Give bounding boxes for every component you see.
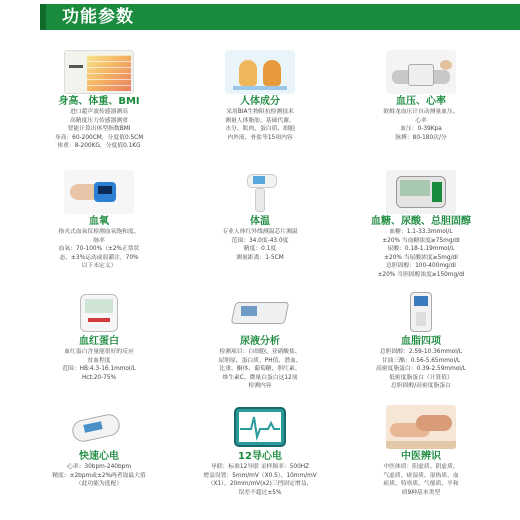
lipid-analyzer-icon — [386, 290, 456, 334]
feature-detail: 采用BIA生物阻抗检测技术 — [226, 109, 294, 115]
page-title: 功能参数 — [62, 7, 134, 27]
feature-detail: 体重：8-200KG，分度值0.1KG — [57, 143, 141, 150]
feature-detail: 气虚质、痰湿质、湿热质、血 — [383, 472, 459, 479]
feature-detail: 尿酸：0.18-1.19mmol/L — [387, 246, 455, 253]
hemoglobin-analyzer-icon — [64, 290, 134, 334]
feature-detail: 低密度脂蛋白（计算值） — [389, 374, 453, 381]
feature-detail: 测量距离：1-5CM — [236, 254, 284, 261]
feature-detail: 血红蛋白含量能很好的反应 — [64, 349, 134, 355]
feature-title: 血压、心率 — [396, 96, 446, 107]
feature-detail: 高精度压力传感器测重 — [70, 117, 128, 124]
feature-detail: ±20% 当尿酸浓度≥5mg/dl — [384, 254, 458, 261]
feature-card-glucose-uric-cholesterol — [336, 170, 506, 280]
feature-detail: 指夹式血氧仪检测血氧饱和度、 — [58, 229, 140, 235]
feature-detail: 范围：34.0度-43.0度 — [231, 237, 289, 244]
quick-ecg-device-icon — [64, 405, 134, 449]
feature-card-tcm-constitution — [336, 405, 506, 497]
body-composition-icon — [225, 50, 295, 94]
feature-title: 血氧 — [89, 216, 109, 227]
feature-title: 身高、体重、BMI — [58, 96, 140, 107]
feature-detail: 高密度脂蛋白：0.39-2.59mmol/L — [375, 366, 467, 373]
tcm-pulse-diagnosis-icon — [386, 405, 456, 449]
feature-detail: 心率 — [415, 117, 427, 124]
feature-card-hemoglobin — [14, 290, 184, 382]
feature-detail: 质9种基本类型 — [401, 489, 441, 496]
feature-detail: 中医体质：阳虚质、阴虚质、 — [383, 464, 459, 470]
feature-detail: 血压：0-39Kpa — [400, 126, 442, 133]
feature-detail: ±20% 当胆固醇浓度≥150mg/dl — [377, 271, 465, 278]
feature-detail: 专业人体红外线测温芯片测温 — [222, 229, 298, 235]
feature-detail: 比重、酮体、葡萄糖、胆红素、 — [219, 366, 301, 373]
section-header — [0, 0, 520, 36]
feature-detail: 测量人体脂肪、基础代谢、 — [225, 117, 295, 124]
glucose-meter-icon — [386, 170, 456, 214]
feature-detail: 血糖：1.1-33.3mmol/L — [389, 229, 453, 235]
feature-detail: 总胆固醇：100-400mg/dl — [386, 263, 456, 270]
feature-card-urine-analysis — [175, 290, 345, 391]
feature-detail: 瘀质、特禀质、气郁质、平和 — [383, 481, 459, 488]
feature-detail: 精度：±2bpm或±2%两者取最大值 — [52, 472, 146, 479]
pulse-oximeter-icon — [64, 170, 134, 214]
feature-detail: 内外液、骨盐等15项内容 — [227, 134, 293, 141]
feature-title: 快速心电 — [79, 451, 119, 462]
feature-detail: 身高：60-200CM，分度值0.5CM — [54, 134, 144, 141]
feature-detail: 心率：30bpm-240bpm — [67, 464, 131, 470]
bmi-chart-icon — [64, 50, 134, 94]
feature-detail: 进口超声波传感器测高 — [70, 109, 128, 115]
feature-detail: 检测项目：白细胞、亚硝酸盐、 — [219, 349, 301, 355]
feature-detail: （此功能为选配） — [75, 481, 123, 488]
feature-detail: 维生素C、微量白蛋白这12项 — [222, 374, 298, 381]
feature-detail: （X1）、20mm/mV(x2)三挡固定增益， — [207, 481, 313, 488]
feature-detail: 智能计算出体型指数BMI — [67, 126, 131, 133]
feature-detail: ±20% 当血糖浓度≥75mg/dl — [382, 237, 460, 244]
feature-detail: 血氧：70-100%（±2%正常状 — [58, 246, 140, 253]
feature-detail: 精度：0.1度 — [243, 246, 277, 253]
feature-detail: 贫血程度 — [87, 357, 111, 364]
feature-title: 中医辨识 — [401, 451, 441, 462]
feature-detail: 总胆固醇：2.59-10.36mmol/L — [379, 349, 463, 355]
feature-card-blood-oxygen — [14, 170, 184, 271]
feature-title: 人体成分 — [240, 96, 280, 107]
feature-title: 血糖、尿酸、总胆固醇 — [371, 216, 471, 227]
feature-detail: 水分、肌肉、蛋白质、细胞 — [225, 126, 295, 133]
feature-detail: 以下未定义） — [81, 263, 117, 270]
feature-detail: Hct:20-75% — [81, 374, 117, 381]
feature-card-12-lead-ecg — [175, 405, 345, 497]
feature-title: 尿液分析 — [240, 336, 280, 347]
feature-detail: 脉率 — [93, 237, 105, 244]
feature-title: 12导心电 — [238, 451, 282, 462]
feature-detail: 态，±3%运动或弱灌注，70% — [59, 254, 139, 261]
feature-title: 血红蛋白 — [79, 336, 119, 347]
feature-detail: 总胆固醇/高密度脂蛋白 — [391, 383, 451, 390]
feature-detail: 尿胆原、蛋白质、PH值、潜血、 — [218, 357, 302, 364]
feature-title: 体温 — [250, 216, 270, 227]
feature-detail: 欧姆龙血压计自动测量血压、 — [383, 109, 459, 115]
feature-card-quick-ecg — [14, 405, 184, 489]
feature-card-blood-pressure — [336, 50, 506, 142]
feature-card-body-temperature — [175, 170, 345, 262]
feature-detail: 误差不超过±5% — [238, 489, 282, 496]
blood-pressure-cuff-icon — [386, 50, 456, 94]
feature-detail: 甘油三酯：0.56-5.65mmol/L — [381, 357, 461, 364]
feature-card-blood-lipids — [336, 290, 506, 391]
feature-detail: 检测内容 — [248, 383, 272, 390]
ecg-waveform-icon — [225, 405, 295, 449]
header-accent — [40, 4, 46, 30]
feature-detail: 增益设置：5mm/mV（X0.5）、10mm/mV — [203, 472, 317, 479]
feature-detail: 脉搏：80-180次/分 — [395, 134, 447, 141]
feature-card-height-weight-bmi — [14, 50, 184, 151]
feature-detail: 范围：HB:4.3-16.1mmol/L — [62, 366, 136, 373]
feature-card-body-composition — [175, 50, 345, 142]
feature-title: 血脂四项 — [401, 336, 441, 347]
feature-detail: 导联：标准12导联 采样频率：500HZ — [210, 464, 310, 470]
infrared-thermometer-icon — [225, 170, 295, 214]
urine-analyzer-icon — [225, 290, 295, 334]
